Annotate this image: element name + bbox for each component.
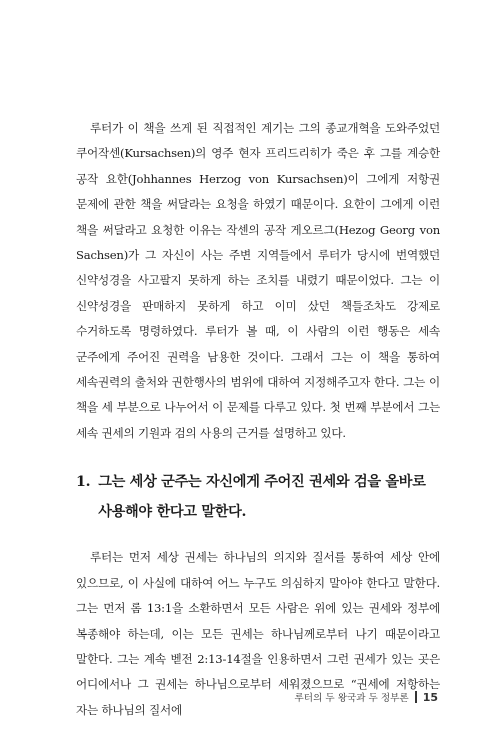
page-content <box>76 116 440 723</box>
footer-separator <box>415 691 417 703</box>
page-footer <box>295 690 438 704</box>
section-heading-text: 그는 세상 군주는 자신에게 주어진 권세와 검을 올바로 사용해야 한다고 말한다. <box>98 474 426 521</box>
section-heading <box>76 467 440 527</box>
running-title: 루터의 두 왕국과 두 정부론 <box>294 693 409 704</box>
body-paragraph-2: 루터는 먼저 세상 권세는 하나님의 의지와 질서를 통하여 세상 안에 있으므로, 이 사실에 대하여 어느 누구도 의심하지 말아야 한다고 말한다. 그는 먼저 롬 13:1을 소환하면서 모든 사람은 위에 있는 권세와 정부에 복종해야 하는데, 이는 모든 권세는 하나님께로부터 나기 때문이라고 말한다. 그는 계속 벧전 2:13-14절을 인용하면서 그런 권세가 있는 곳은 어디에서나 그 권세는 하나님으로부터 세워졌으므로 “권세에 저항하는 자는 하나님의 질서에 <box>76 550 440 717</box>
section-heading-number: 1. <box>76 474 91 491</box>
page-number: 15 <box>422 690 438 704</box>
body-paragraph-1: 루터가 이 책을 쓰게 된 직접적인 계기는 그의 종교개혁을 도와주었던 쿠어작센(Kursachsen)의 영주 현자 프리드리히가 죽은 후 그를 계승한 공작 요한(Johhannes Herzog von Kursachsen)이 그에게 저항권 문제에 관한 책을 써달라는 요청을 하였기 때문이다. 요한이 그에게 이런 책을 써달라고 요청한 이유는 작센의 공작 게오르그(Hezog Georg von Sachsen)가 그 자신이 사는 주변 지역들에서 루터가 당시에 번역했던 신약성경을 사고팔지 못하게 하는 조치를 내렸기 때문이었다. 그는 이 신약성경을 판매하지 못하게 하고 이미 샀던 책들조차도 강제로 수거하도록 명령하였다. 루터가 볼 때, 이 사람의 이런 행동은 세속 군주에게 주어진 권력을 남용한 것이다. 그래서 그는 이 책을 통하여 세속권력의 출처와 권한행사의 범위에 대하여 지정해주고자 한다. 그는 이 책을 세 부분으로 나누어서 이 문제를 다루고 있다. 첫 번째 부분에서 그는 세속 권세의 기원과 검의 사용의 근거를 설명하고 있다. <box>76 121 440 440</box>
